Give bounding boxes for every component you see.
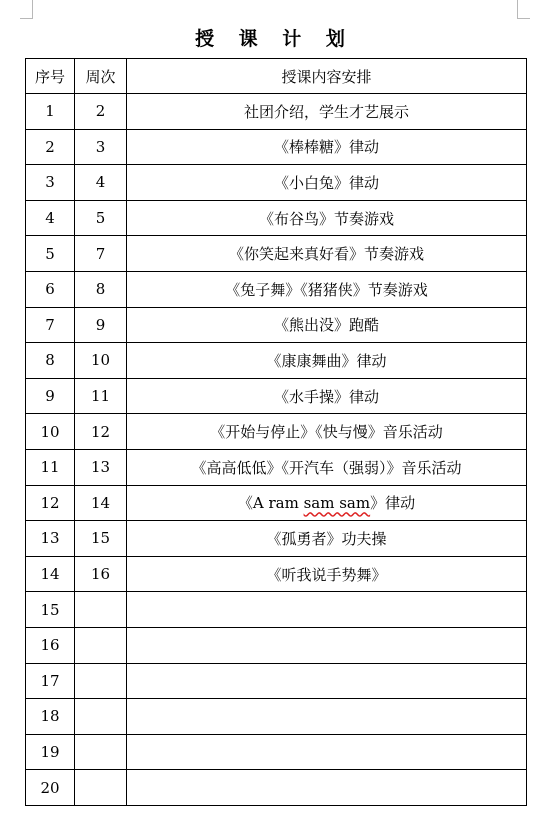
row-content [127, 663, 527, 699]
row-week: 4 [75, 165, 127, 201]
row-content: 《兔子舞》《猪猪侠》节奏游戏 [127, 271, 527, 307]
row-content: 《孤勇者》功夫操 [127, 521, 527, 557]
row-number: 7 [26, 307, 75, 343]
document-title: 授 课 计 划 [195, 28, 354, 50]
row-number: 10 [26, 414, 75, 450]
row-content [127, 770, 527, 806]
row-content-prefix: 《A ram [237, 494, 304, 513]
row-content: 《棒棒糖》律动 [127, 129, 527, 165]
table-row [26, 485, 527, 521]
row-week: 13 [75, 449, 127, 485]
table-row [26, 414, 527, 450]
row-number: 6 [26, 271, 75, 307]
row-week [75, 734, 127, 770]
row-content: 《康康舞曲》律动 [127, 343, 527, 379]
table-row [26, 271, 527, 307]
row-number: 5 [26, 236, 75, 272]
row-content [127, 699, 527, 735]
row-week: 7 [75, 236, 127, 272]
table-row [26, 734, 527, 770]
row-number: 16 [26, 627, 75, 663]
header-serial-number: 序号 [26, 59, 75, 94]
page-corner-mark-left [20, 0, 33, 19]
table-row [26, 449, 527, 485]
header-week: 周次 [75, 59, 127, 94]
row-content [127, 485, 527, 521]
row-week: 9 [75, 307, 127, 343]
row-number: 18 [26, 699, 75, 735]
row-week [75, 770, 127, 806]
table-row [26, 770, 527, 806]
row-number: 13 [26, 521, 75, 557]
row-content [127, 627, 527, 663]
table-row [26, 307, 527, 343]
table-row [26, 165, 527, 201]
table-row [26, 592, 527, 628]
row-number: 19 [26, 734, 75, 770]
row-week: 2 [75, 94, 127, 130]
row-number: 4 [26, 200, 75, 236]
row-week [75, 627, 127, 663]
table-row [26, 378, 527, 414]
row-content: 《听我说手势舞》 [127, 556, 527, 592]
row-number: 2 [26, 129, 75, 165]
table-row [26, 699, 527, 735]
row-content [127, 592, 527, 628]
row-week: 14 [75, 485, 127, 521]
row-number: 1 [26, 94, 75, 130]
row-content: 《熊出没》跑酷 [127, 307, 527, 343]
row-content: 《高高低低》《开汽车（强弱）》音乐活动 [127, 449, 527, 485]
row-week: 16 [75, 556, 127, 592]
header-content: 授课内容安排 [127, 59, 527, 94]
table-row [26, 129, 527, 165]
row-week: 15 [75, 521, 127, 557]
table-row [26, 663, 527, 699]
row-week: 12 [75, 414, 127, 450]
row-number: 17 [26, 663, 75, 699]
table-row [26, 200, 527, 236]
row-number: 9 [26, 378, 75, 414]
row-content: 《小白兔》律动 [127, 165, 527, 201]
row-number: 8 [26, 343, 75, 379]
table-row [26, 627, 527, 663]
table-header-row [26, 59, 527, 94]
table-row [26, 556, 527, 592]
row-content: 《布谷鸟》节奏游戏 [127, 200, 527, 236]
row-week: 3 [75, 129, 127, 165]
row-week: 11 [75, 378, 127, 414]
teaching-plan-table [25, 58, 527, 806]
row-number: 11 [26, 449, 75, 485]
row-content [127, 734, 527, 770]
row-content: 《你笑起来真好看》节奏游戏 [127, 236, 527, 272]
table-row [26, 343, 527, 379]
row-week [75, 663, 127, 699]
row-number: 15 [26, 592, 75, 628]
row-week [75, 592, 127, 628]
row-number: 3 [26, 165, 75, 201]
spellcheck-flagged-text: sam sam [303, 494, 371, 513]
row-content: 《水手操》律动 [127, 378, 527, 414]
table-row [26, 521, 527, 557]
row-number: 12 [26, 485, 75, 521]
row-week: 5 [75, 200, 127, 236]
row-content-suffix: 》律动 [370, 494, 416, 513]
table-row [26, 94, 527, 130]
row-week: 10 [75, 343, 127, 379]
row-content: 《开始与停止》《快与慢》音乐活动 [127, 414, 527, 450]
page-corner-mark-right [517, 0, 530, 19]
row-content: 社团介绍，学生才艺展示 [127, 94, 527, 130]
table-row [26, 236, 527, 272]
row-number: 14 [26, 556, 75, 592]
row-week: 8 [75, 271, 127, 307]
row-number: 20 [26, 770, 75, 806]
row-week [75, 699, 127, 735]
